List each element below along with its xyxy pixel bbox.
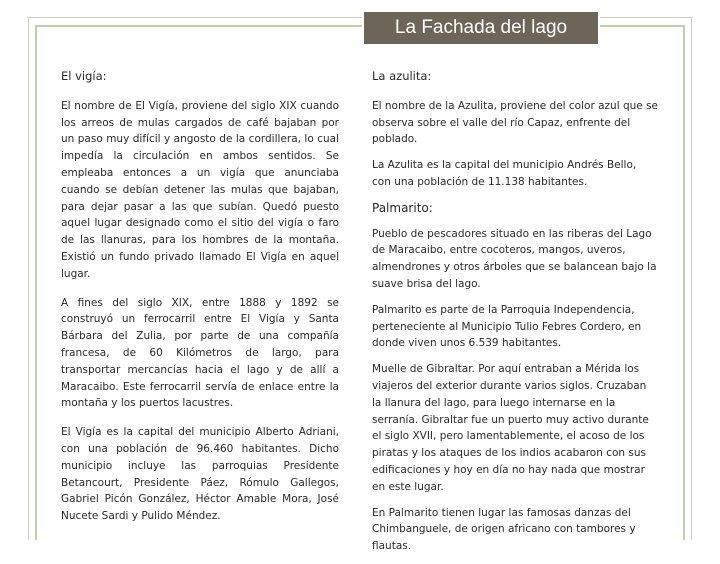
slide-title-text: La Fachada del lago <box>394 17 568 38</box>
heading-el-vigia: El vigía: <box>61 69 107 83</box>
azulita-paragraph-1: El nombre de la Azulita, proviene del color azul que se observa sobre el valle del río Capaz, enfrente del poblado. <box>372 99 659 146</box>
heading-palmarito: Palmarito: <box>372 200 433 215</box>
palmarito-paragraph-3: Muelle de Gibraltar. Por aquí entraban a Mérida los viajeros del exterior durante varios siglos. Cruzaban la llanura del lago, para luego internarse en la serranía. Gibraltar fue un puerto muy activo durante el siglo XVII, pero lamentablemente, el acoso de los piratas y los ataques de los indios acabaron con sus edificaciones y hoy en día no hay nada que mostrar en este lugar. <box>372 363 649 493</box>
el-vigia-paragraph-2: A fines del siglo XIX, entre 1888 y 1892 se construyó un ferrocarril entre El Vigía y Santa Bárbara del Zulia, por parte de una compañía francesa, de 60 Kilómetros de largo, para transportar mercancías hacia el lago y de allí a Maracaibo. Este ferrocarril servía de enlace entre la montaña y los puertos lacustres. <box>61 296 339 410</box>
heading-la-azulita: La azulita: <box>372 69 432 83</box>
left-column <box>61 64 339 537</box>
palmarito-paragraph-2: Palmarito es parte de la Parroquia Independencia, perteneciente al Municipio Tulio Febres Cordero, en donde viven unos 6.539 habitantes. <box>372 303 642 350</box>
palmarito-paragraph-1: Pueblo de pescadores situado en las riberas del Lago de Maracaibo, entre cocoteros, mangos, uveros, almendrones y otros árboles que se balancean bajo la suave brisa del lago. <box>372 227 657 290</box>
palmarito-paragraph-4: En Palmarito tienen lugar las famosas danzas del Chimbanguele, de origen africano con tambores y flautas. <box>372 506 636 553</box>
el-vigia-paragraph-1: El nombre de El Vigía, proviene del siglo XIX cuando los arreos de mulas cargados de café bajaban por un paso muy difícil y angosto de la cordillera, lo cual impedía la circulación en ambos sentidos. Se empleaba entonces a un vigía que anunciaba cuando se debían detener las mulas que bajaban, para dejar pasar a las que subían. Quedó puesto aquel lugar designado como el sitio del vigía o faro de las llanuras, para los hombres de la montaña. Existió un fundo privado llamado El Vigía en aquel lugar. <box>61 99 339 280</box>
right-column <box>372 64 658 564</box>
azulita-paragraph-2: La Azulita es la capital del municipio Andrés Bello, con una población de 11.138 habitantes. <box>372 159 637 188</box>
slide-title <box>362 10 600 46</box>
el-vigia-paragraph-3: El Vigía es la capital del municipio Alberto Adriani, con una población de 96.460 habitantes. Dicho municipio incluye las parroquias Presidente Betancourt, Presidente Páez, Rómulo Gallegos, Gabriel Picón González, Héctor Amable Mora, José Nucete Sardi y Pulido Méndez. <box>61 426 339 523</box>
